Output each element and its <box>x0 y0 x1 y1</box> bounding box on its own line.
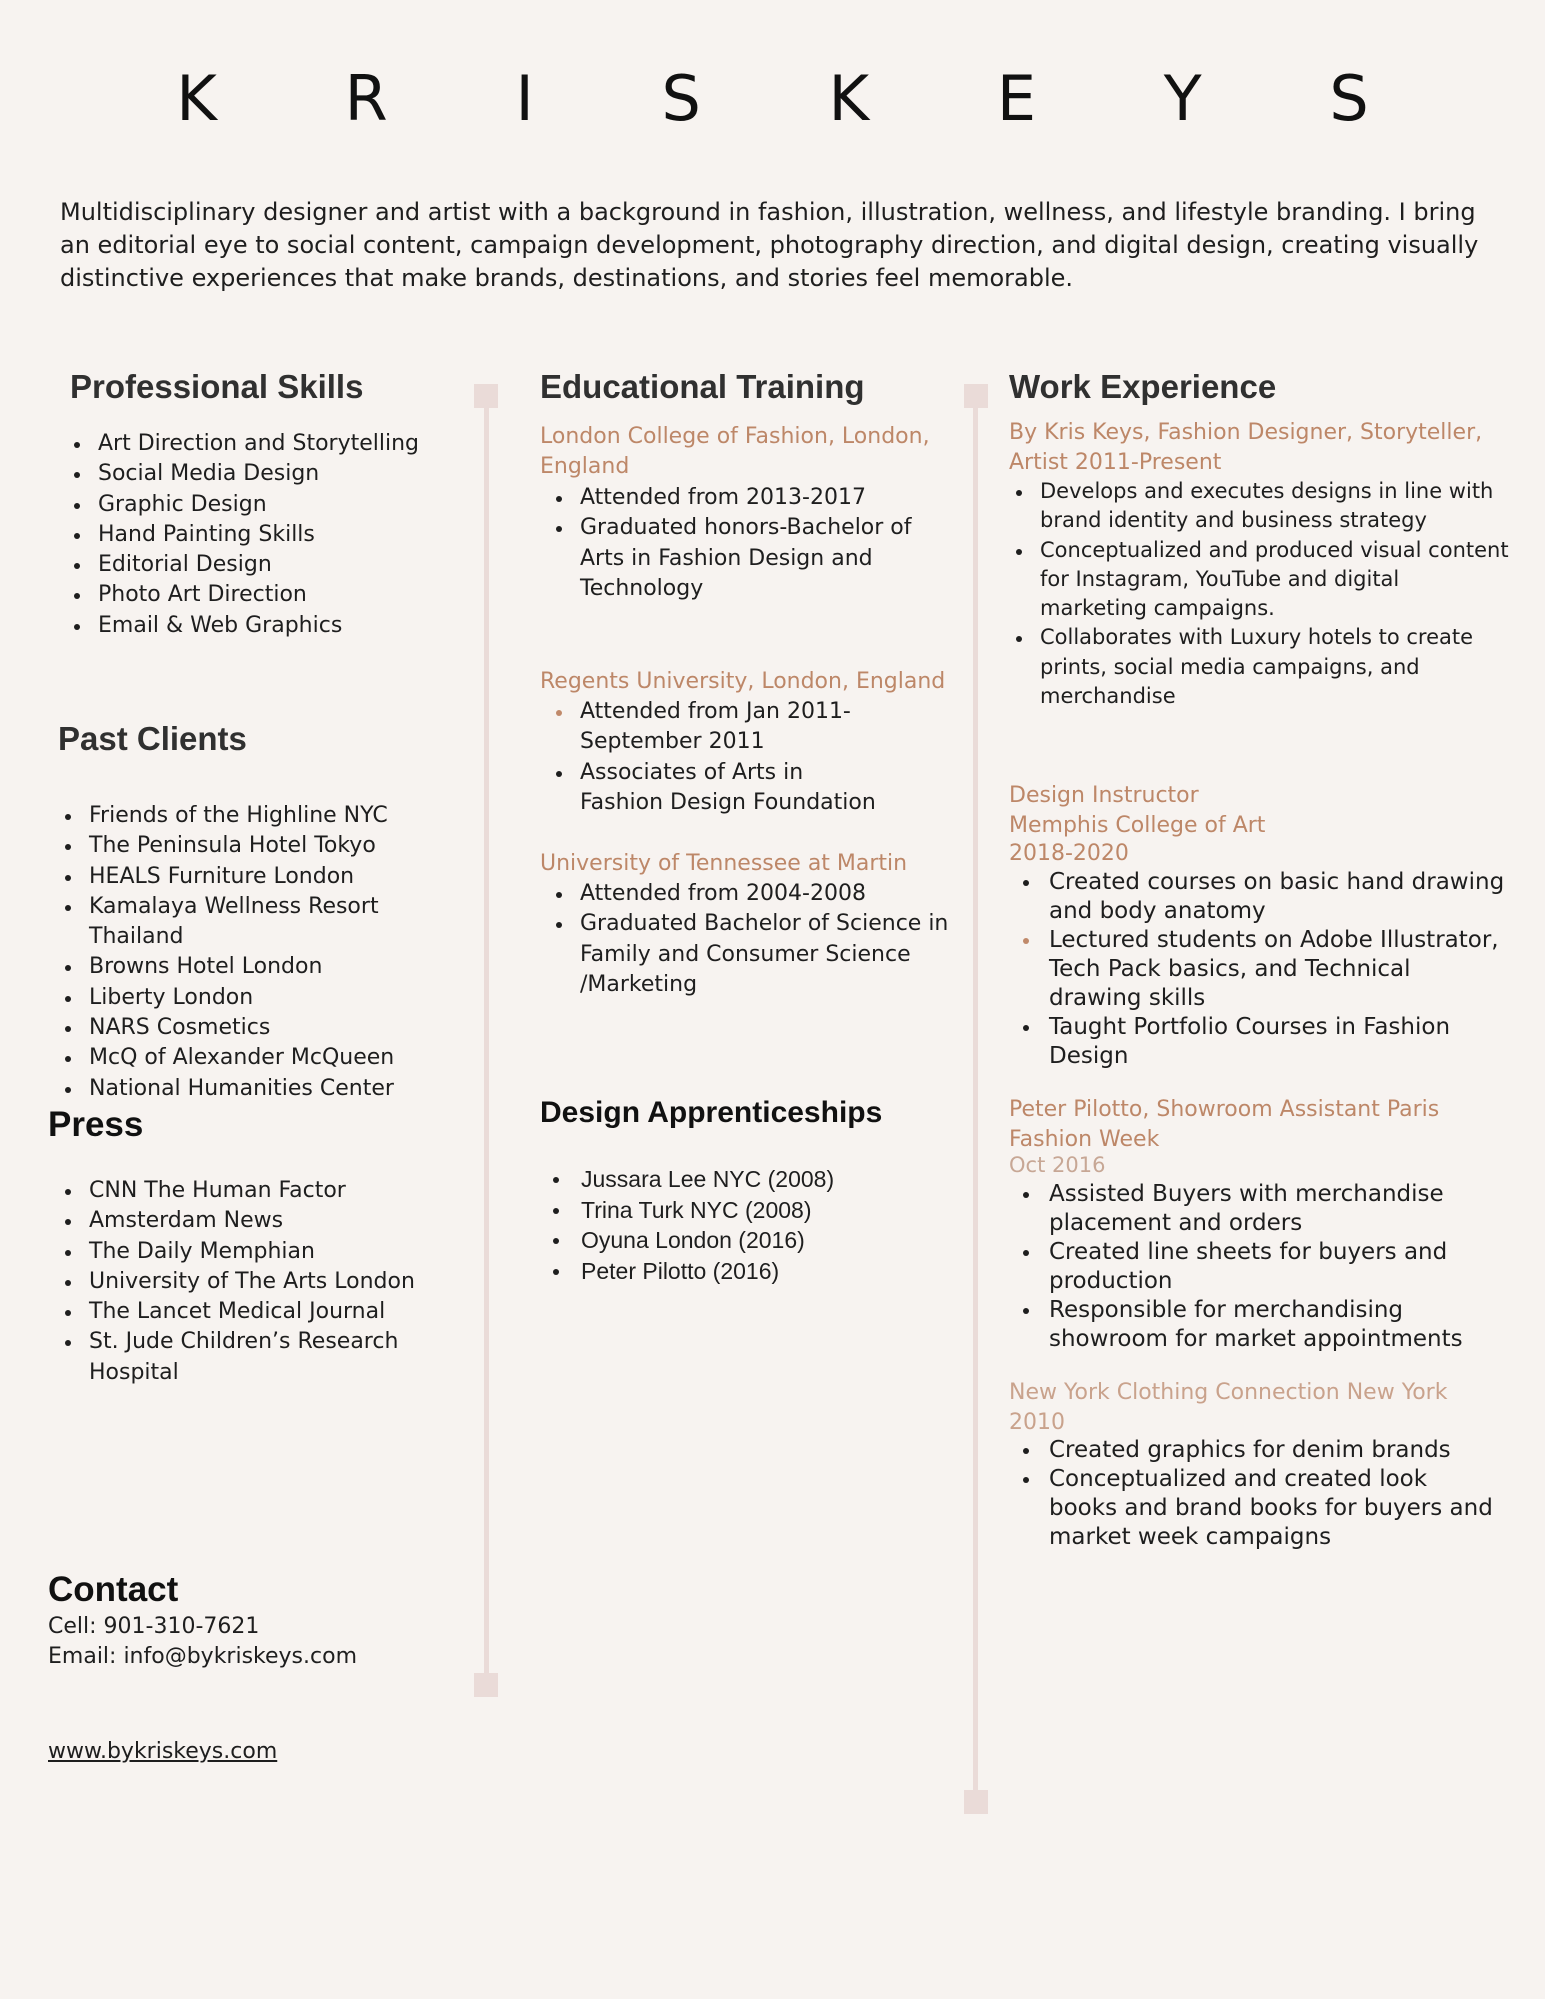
job-details <box>1009 1180 1509 1354</box>
list-item: Taught Portfolio Courses in Fashion Design <box>1009 1013 1509 1071</box>
list-item: The Lancet Medical Journal <box>59 1297 429 1327</box>
job-details <box>1010 477 1510 711</box>
list-item: Responsible for merchandising showroom for market appointments <box>1009 1296 1509 1354</box>
contact-cell: Cell: 901-310-7621 <box>48 1614 260 1639</box>
job-date: Oct 2016 <box>1009 1153 1106 1177</box>
website-link[interactable]: www.bykriskeys.com <box>48 1739 278 1764</box>
list-item: Editorial Design <box>68 550 468 580</box>
clients-heading: Past Clients <box>58 720 247 757</box>
divider-cap-bottom-left <box>474 1673 498 1697</box>
job-date: 2018-2020 <box>1009 841 1129 866</box>
list-item: Graduated honors-Bachelor of Arts in Fashion Design and Technology <box>550 513 950 604</box>
job-details <box>1009 868 1509 1071</box>
divider-left <box>484 400 489 1680</box>
contact-heading: Contact <box>48 1570 179 1609</box>
job-title: Design Instructor <box>1009 783 1199 808</box>
list-item: Graduated Bachelor of Science in Family and Consumer Science /Marketing <box>550 909 950 1000</box>
list-item: Kamalaya Wellness Resort Thailand <box>59 892 469 953</box>
list-item: University of The Arts London <box>59 1267 429 1297</box>
list-item: St. Jude Children’s Research Hospital <box>59 1327 429 1388</box>
list-item: Hand Painting Skills <box>68 520 468 550</box>
list-item: Amsterdam News <box>59 1206 429 1236</box>
clients-list <box>59 801 469 1104</box>
work-heading: Work Experience <box>1009 368 1277 405</box>
job-org: Memphis College of Art <box>1009 813 1266 838</box>
education-heading: Educational Training <box>540 368 865 405</box>
apprenticeships-heading: Design Apprenticeships <box>540 1096 883 1129</box>
list-item: Develops and executes designs in line with brand identity and business strategy <box>1010 477 1510 536</box>
school-name: Regents University, London, England <box>540 669 946 694</box>
list-item: The Daily Memphian <box>59 1237 429 1267</box>
list-item: Graphic Design <box>68 490 468 520</box>
list-item: Attended from Jan 2011-September 2011 <box>550 697 890 758</box>
contact-email: Email: info@bykriskeys.com <box>48 1644 357 1669</box>
list-item: McQ of Alexander McQueen <box>59 1043 469 1073</box>
job-details <box>1009 1436 1499 1552</box>
list-item: Art Direction and Storytelling <box>68 429 468 459</box>
list-item: Photo Art Direction <box>68 580 468 610</box>
list-item: Created courses on basic hand drawing and body anatomy <box>1009 868 1509 926</box>
press-heading: Press <box>48 1105 144 1144</box>
list-item: Trina Turk NYC (2008) <box>541 1195 941 1226</box>
list-item: The Peninsula Hotel Tokyo <box>59 831 469 861</box>
divider-cap-bottom-right <box>964 1790 988 1814</box>
list-item: Conceptualized and produced visual content for Instagram, YouTube and digital marketing campaigns. <box>1010 536 1510 624</box>
school-details <box>550 483 950 604</box>
list-item: Oyuna London (2016) <box>541 1225 941 1256</box>
job-title: New York Clothing Connection New York 2010 <box>1009 1380 1448 1435</box>
skills-list <box>68 429 468 641</box>
summary-text: Multidisciplinary designer and artist with a background in fashion, illustration, wellness, and lifestyle branding. I bring an editorial eye to social content, campaign development, photography direction, and digital design, creating visually distinctive experiences that make brands, destinations, and stories feel memorable. <box>60 198 1479 292</box>
list-item: Peter Pilotto (2016) <box>541 1256 941 1287</box>
list-item: CNN The Human Factor <box>59 1176 429 1206</box>
list-item: Attended from 2004-2008 <box>550 879 950 909</box>
list-item: NARS Cosmetics <box>59 1013 469 1043</box>
skills-heading: Professional Skills <box>70 368 364 405</box>
list-item: National Humanities Center <box>59 1074 469 1104</box>
list-item: Jussara Lee NYC (2008) <box>541 1164 941 1195</box>
list-item: Assisted Buyers with merchandise placement and orders <box>1009 1180 1509 1238</box>
list-item: Email & Web Graphics <box>68 611 468 641</box>
list-item: Conceptualized and created look books and brand books for buyers and market week campaigns <box>1009 1465 1499 1552</box>
list-item: Lectured students on Adobe Illustrator, Tech Pack basics, and Technical drawing skills <box>1009 926 1509 1013</box>
school-name: University of Tennessee at Martin <box>540 851 908 876</box>
job-title: Peter Pilotto, Showroom Assistant Paris Fashion Week <box>1009 1097 1440 1152</box>
list-item: Browns Hotel London <box>59 952 469 982</box>
school-name: London College of Fashion, London, England <box>540 424 930 479</box>
job-title: By Kris Keys, Fashion Designer, Storyteller, Artist 2011-Present <box>1009 420 1483 475</box>
list-item: Friends of the Highline NYC <box>59 801 469 831</box>
school-details <box>550 697 890 818</box>
list-item: Social Media Design <box>68 459 468 489</box>
list-item: Attended from 2013-2017 <box>550 483 950 513</box>
list-item: Liberty London <box>59 983 469 1013</box>
list-item: HEALS Furniture London <box>59 862 469 892</box>
school-details <box>550 879 950 1000</box>
page-title: K R I S K E Y S <box>176 62 1423 135</box>
divider-right <box>973 400 978 1800</box>
list-item: Created line sheets for buyers and production <box>1009 1238 1509 1296</box>
list-item: Created graphics for denim brands <box>1009 1436 1499 1465</box>
list-item: Collaborates with Luxury hotels to create prints, social media campaigns, and merchandise <box>1010 623 1510 711</box>
apprenticeships-list <box>541 1164 941 1286</box>
list-item: Associates of Arts in Fashion Design Foundation <box>550 758 890 819</box>
press-list <box>59 1176 429 1388</box>
